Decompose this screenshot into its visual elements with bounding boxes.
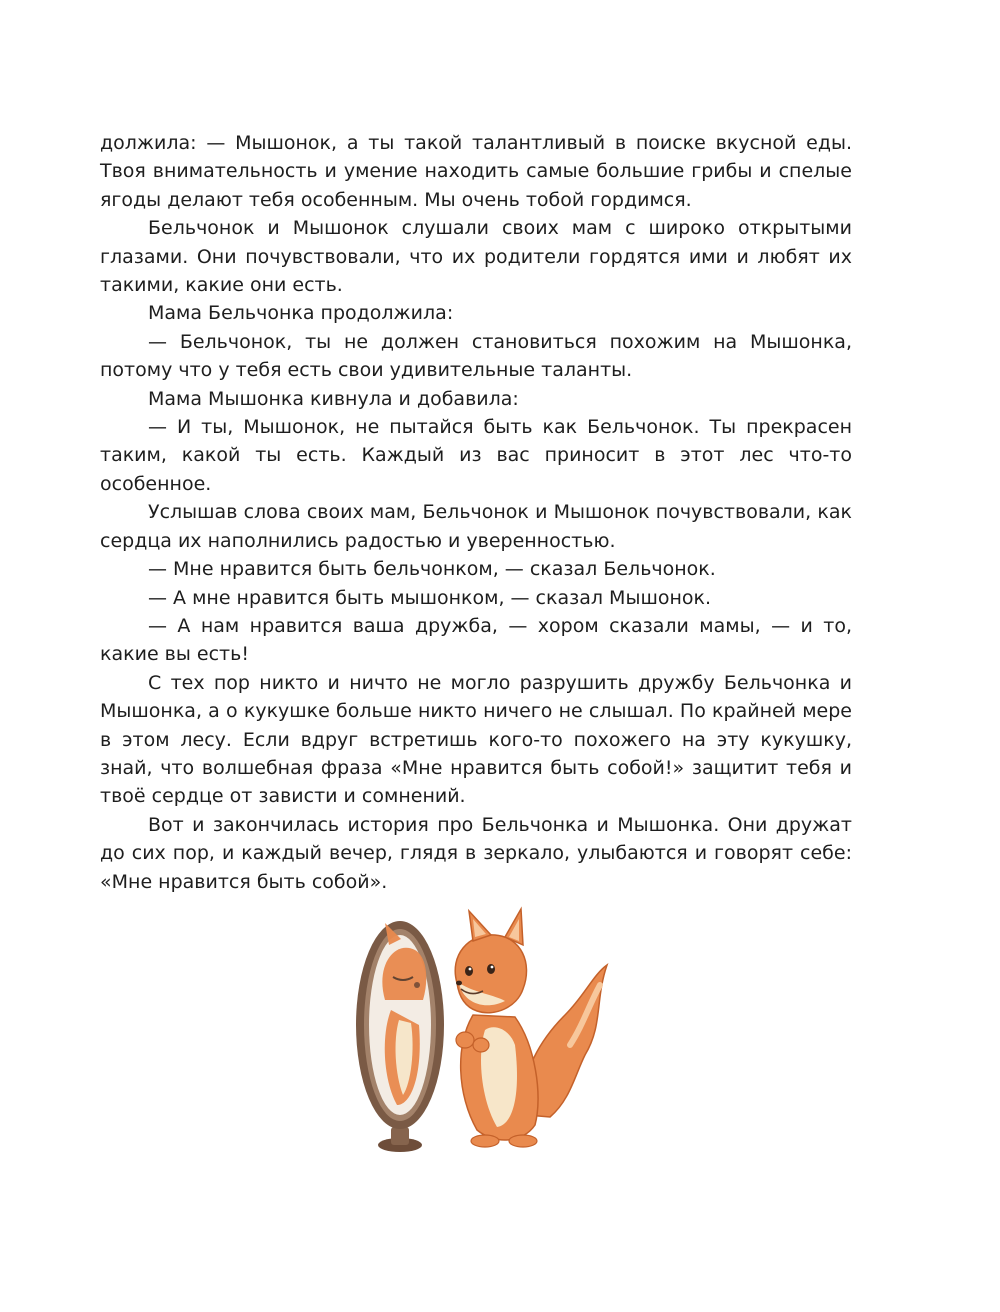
- paragraph-11: С тех пор никто и ничто не могло разрушить дружбу Бельчонка и Мышонка, а о кукушке больше никто ничего не слышал. По крайней мере в этом лесу. Если вдруг встретишь кого-то похожего на эту кукушку, знай, что волшебная фраза «Мне нравится быть собой!» защитит тебя и твоё сердце от зависти и сомнений.: [100, 671, 852, 808]
- paragraph-1: должила: — Мышонок, а ты такой талантливый в поиске вкусной еды. Твоя внимательность и умение находить самые большие грибы и спелые ягоды делают тебя особенным. Мы очень тобой гордимся.: [100, 132, 852, 211]
- paragraph-6: — И ты, Мышонок, не пытайся быть как Бельчонок. Ты прекрасен таким, какой ты есть. Каждый из вас приносит в этот лес что-то особенное.: [100, 416, 852, 495]
- mirror-icon: [356, 921, 444, 1152]
- paragraph-7: Услышав слова своих мам, Бельчонок и Мышонок почувствовали, как сердца их наполнились радостью и уверенностью.: [100, 501, 852, 552]
- paragraph-4: — Бельчонок, ты не должен становиться похожим на Мышонка, потому что у тебя есть свои удивительные таланты.: [100, 330, 852, 382]
- squirrel-icon: [455, 909, 607, 1147]
- paragraph-12: Вот и закончилась история про Бельчонка и Мышонка. Они дружат до сих пор, и каждый вечер, глядя в зеркало, улыбаются и говорят себе: «Мне нравится быть собой».: [100, 813, 852, 893]
- paragraph-2: Бельчонок и Мышонок слушали своих мам с широко открытыми глазами. Они почувствовали, что их родители гордятся ими и любят их такими, какие они есть.: [100, 217, 852, 297]
- paragraph-3: Мама Бельчонка продолжила:: [148, 302, 454, 325]
- story-text: [100, 129, 852, 896]
- paragraph-10: — А нам нравится ваша дружба, — хором сказали мамы, — и то, какие вы есть!: [100, 614, 852, 666]
- paragraph-9: — А мне нравится быть мышонком, — сказал Мышонок.: [148, 586, 712, 609]
- paragraph-8: — Мне нравится быть бельчонком, — сказал Бельчонок.: [148, 558, 716, 581]
- paragraph-5: Мама Мышонка кивнула и добавила:: [148, 387, 519, 410]
- squirrel-mirror-illustration: [345, 905, 625, 1165]
